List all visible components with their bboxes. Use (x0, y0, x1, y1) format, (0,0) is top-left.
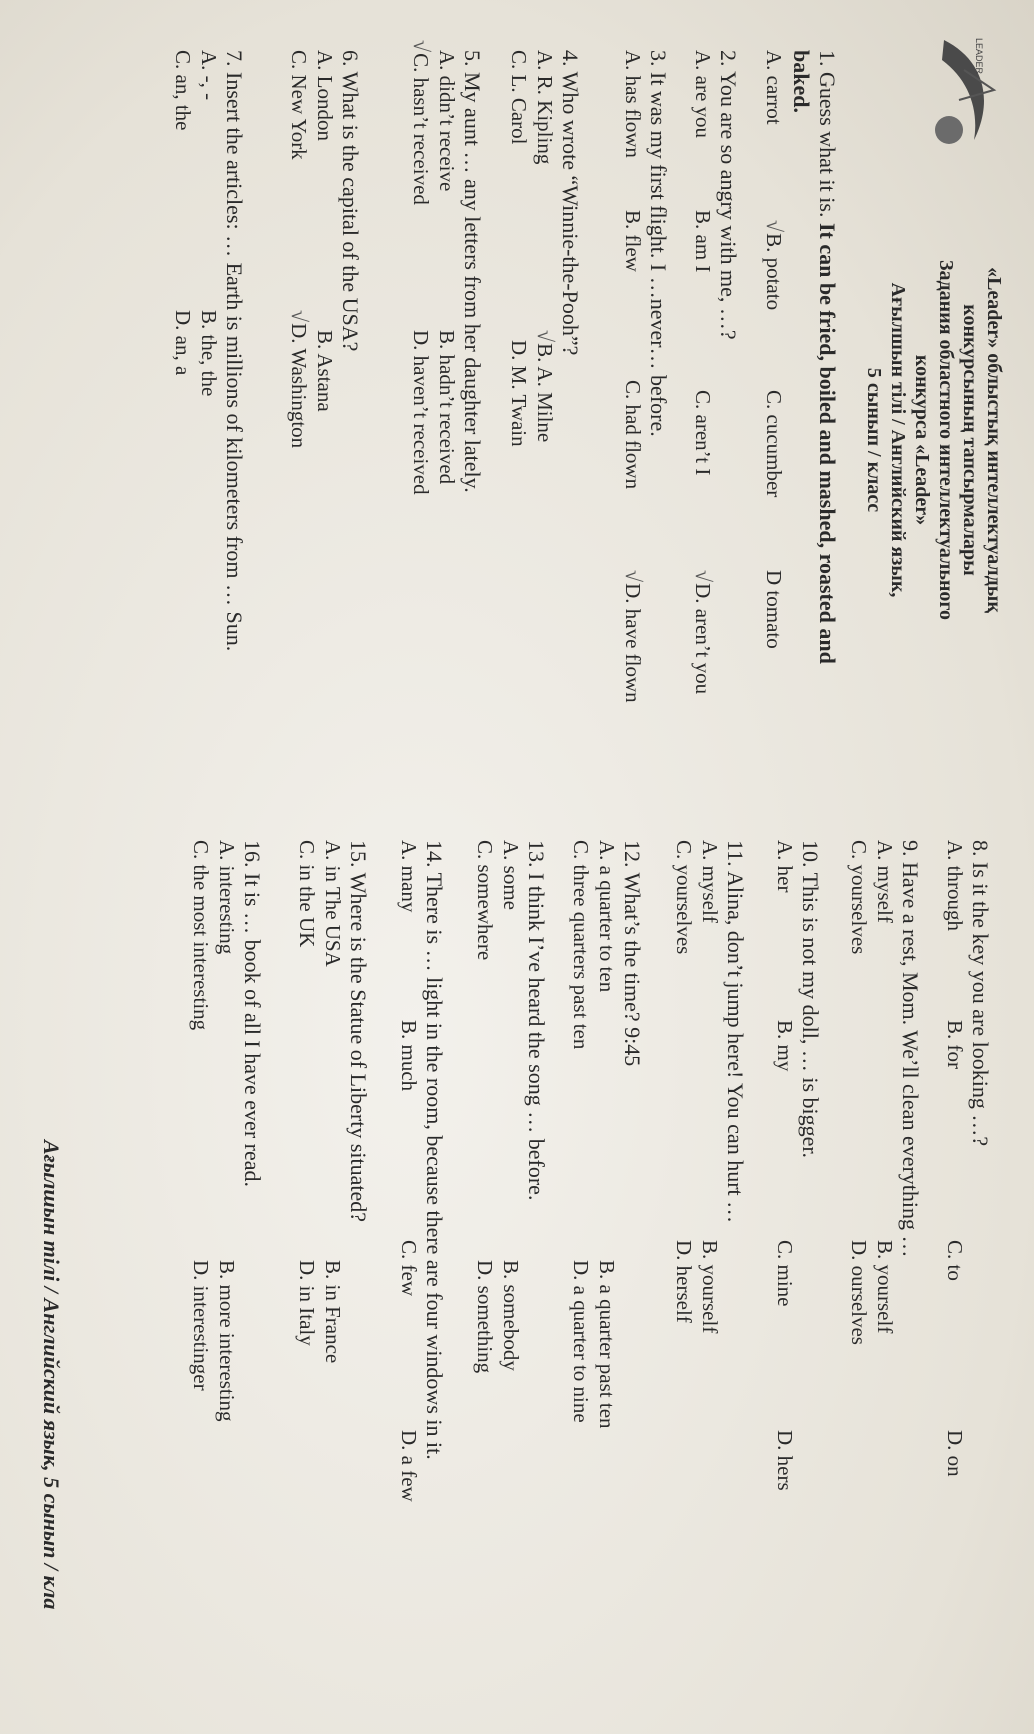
header-line-3: Задания областного интеллектуального (935, 259, 957, 621)
q14-option-b[interactable]: B. much (397, 1020, 421, 1092)
q4-option-d[interactable]: D. M. Twain (507, 340, 531, 447)
q11-option-d[interactable]: D. herself (672, 1240, 696, 1323)
q14-option-c[interactable]: C. few (397, 1240, 421, 1296)
q5-option-a[interactable]: A. didn’t receive (435, 50, 459, 192)
question-7: 7. Insert the articles: … Earth is millions of kilometers from … Sun. (222, 50, 247, 652)
q2-option-d[interactable]: √D. aren’t you (691, 570, 716, 695)
question-4: 4. Who wrote “Winnie-the-Pooh”? (558, 50, 583, 356)
question-13: 13. I think I’ve heard the song … before. (524, 840, 549, 1201)
question-16: 16. It is … book of all I have ever read. (240, 840, 265, 1187)
question-6: 6. What is the capital of the USA? (338, 50, 363, 352)
header-line-5: Ағылшын тілі / Английский язык, (887, 282, 909, 598)
q7-option-b[interactable]: B. the, the (197, 310, 221, 397)
check-mark-icon: √ (409, 40, 434, 53)
header-block (862, 160, 1006, 720)
q3-option-c[interactable]: C. had flown (621, 380, 645, 490)
question-14: 14. There is … light in the room, because there are four windows in it. (422, 840, 447, 1460)
q5-option-d[interactable]: D. haven’t received (409, 330, 433, 495)
check-mark-icon: √ (691, 570, 716, 583)
q8-option-c[interactable]: C. to (943, 1240, 967, 1281)
q9-option-c[interactable]: C. yourselves (847, 840, 871, 955)
q16-option-d[interactable]: D. interestinger (189, 1260, 213, 1391)
question-9: 9. Have a rest, Mom. We’ll clean everything … (898, 840, 923, 1258)
q13-option-c[interactable]: C. somewhere (473, 840, 497, 961)
question-12: 12. What’s the time? 9:45 (620, 840, 645, 1067)
q6-option-b[interactable]: B. Astana (313, 330, 337, 412)
q16-option-c[interactable]: C. the most interesting (189, 840, 213, 1031)
header-line-2: конкурсының тапсырмалары (959, 304, 981, 576)
q1-option-a[interactable]: A. carrot (762, 50, 786, 125)
q12-option-a[interactable]: A. a quarter to ten (595, 840, 619, 993)
question-1-cont: baked. (789, 50, 814, 113)
q4-option-a[interactable]: A. R. Kipling (533, 50, 557, 165)
q8-option-d[interactable]: D. on (943, 1430, 967, 1477)
question-15: 15. Where is the Statue of Liberty situated? (346, 840, 371, 1223)
q3-option-b[interactable]: B. flew (621, 210, 645, 272)
q6-option-a[interactable]: A. London (313, 50, 337, 141)
q15-option-c[interactable]: C. in the UK (295, 840, 319, 948)
check-mark-icon: √ (621, 570, 646, 583)
q9-option-b[interactable]: B. yourself (873, 1240, 897, 1334)
check-mark-icon: √ (287, 310, 312, 323)
q9-option-d[interactable]: D. ourselves (847, 1240, 871, 1345)
exam-sheet (14, 10, 1024, 1710)
q12-option-c[interactable]: C. three quarters past ten (569, 840, 593, 1050)
q16-option-b[interactable]: B. more interesting (215, 1260, 239, 1422)
q14-option-a[interactable]: A. many (397, 840, 421, 913)
q14-option-d[interactable]: D. a few (397, 1430, 421, 1502)
question-5: 5. My aunt … any letters from her daughter lately. (460, 50, 485, 493)
q1-option-c[interactable]: C. cucumber (762, 390, 786, 498)
q7-option-d[interactable]: D. an, a (171, 310, 195, 376)
q1-option-b[interactable]: √B. potato (762, 220, 787, 311)
q10-option-c[interactable]: C. mine (773, 1240, 797, 1307)
question-2: 2. You are so angry with me, …? (716, 50, 741, 340)
header-line-1: «Leader» облыстық интеллектуалдық (983, 267, 1005, 613)
header-line-6: 5 сынып / класс (863, 367, 885, 513)
q5-option-b[interactable]: B. hadn’t received (435, 330, 459, 485)
q16-option-a[interactable]: A. interesting (215, 840, 239, 955)
q8-option-b[interactable]: B. for (943, 1020, 967, 1069)
check-mark-icon: √ (762, 220, 787, 233)
q3-option-a[interactable]: A. has flown (621, 50, 645, 158)
q6-option-d[interactable]: √D. Washington (287, 310, 312, 449)
q3-option-d[interactable]: √D. have flown (621, 570, 646, 703)
q12-option-d[interactable]: D. a quarter to nine (569, 1260, 593, 1423)
q11-option-a[interactable]: A. myself (698, 840, 722, 923)
q7-option-c[interactable]: C. an, the (171, 50, 195, 131)
q13-option-d[interactable]: D. something (473, 1260, 497, 1374)
q4-option-c[interactable]: C. L. Carol (507, 50, 531, 145)
q8-option-a[interactable]: A. through (943, 840, 967, 931)
q7-option-a[interactable]: A. -, - (197, 50, 221, 101)
leader-logo (924, 30, 1004, 150)
q15-option-d[interactable]: D. in Italy (295, 1260, 319, 1346)
question-1-prefix: 1. Guess what it is. (815, 50, 840, 223)
q1-option-d[interactable]: D tomato (762, 570, 786, 649)
question-8: 8. Is it the key you are looking …? (968, 840, 993, 1147)
q2-option-b[interactable]: B. am I (691, 210, 715, 273)
q11-option-c[interactable]: C. yourselves (672, 840, 696, 955)
question-1-bold: It can be fried, boiled and mashed, roasted and (815, 222, 840, 664)
q12-option-b[interactable]: B. a quarter past ten (595, 1260, 619, 1429)
q10-option-a[interactable]: A. her (773, 840, 797, 893)
q15-option-b[interactable]: B. in France (321, 1260, 345, 1364)
q2-option-c[interactable]: C. aren’t I (691, 390, 715, 476)
q5-option-c[interactable]: √C. hasn’t received (409, 40, 434, 205)
q6-option-c[interactable]: C. New York (287, 50, 311, 160)
q10-option-b[interactable]: B. my (773, 1020, 797, 1072)
q11-option-b[interactable]: B. yourself (698, 1240, 722, 1334)
header-line-4: конкурса «Leader» (911, 354, 933, 526)
question-1 (814, 50, 841, 664)
check-mark-icon: √ (533, 330, 558, 343)
q4-option-b[interactable]: √B. A. Milne (533, 330, 558, 443)
q2-option-a[interactable]: A. are you (691, 50, 715, 139)
q9-option-a[interactable]: A. myself (873, 840, 897, 923)
q15-option-a[interactable]: A. in The USA (321, 840, 345, 967)
q13-option-a[interactable]: A. some (499, 840, 523, 910)
q13-option-b[interactable]: B. somebody (499, 1260, 523, 1371)
question-11: 11. Alina, don’t jump here! You can hurt … (723, 840, 748, 1224)
q10-option-d[interactable]: D. hers (773, 1430, 797, 1491)
logo-text: LEADER (974, 38, 984, 75)
question-10: 10. This is not my doll, … is bigger. (798, 840, 823, 1159)
page-footer: Ағылшын тілі / Английский язык, 5 сынып / кла (39, 1140, 64, 1610)
question-3: 3. It was my first flight. I …never… before. (646, 50, 671, 437)
